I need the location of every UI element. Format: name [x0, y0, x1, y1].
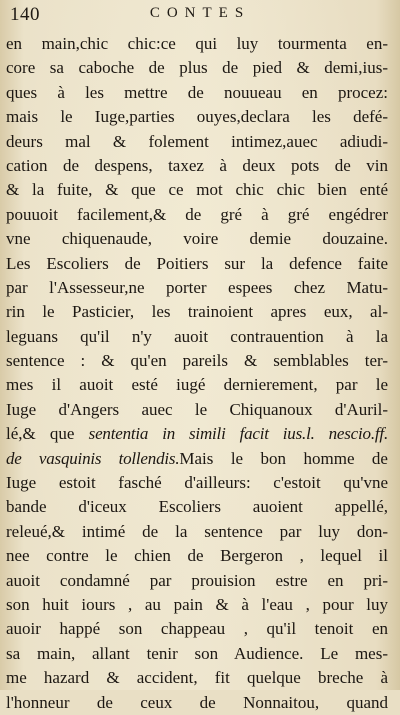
text-line: bande d'iceux Escoliers auoient appellé,: [6, 497, 388, 517]
text-line: pouuoit facilement,& de gré à gré engédrer: [6, 204, 388, 224]
text-line: leguans qu'il n'y auoit contrauention à la: [6, 326, 388, 346]
text-line: vne chiquenaude, voire demie douzaine.: [6, 229, 388, 249]
text-line: auoit condamné par prouision estre en pri-: [6, 570, 388, 590]
text-line: par l'Assesseur,ne porter espees chez Matu-: [6, 277, 388, 297]
page-number: 140: [10, 4, 40, 25]
text-line: ques à les mettre de nouueau en procez:: [6, 82, 388, 102]
text-line: nee contre le chien de Bergeron , lequel il: [6, 546, 388, 566]
text-line: l'honneur de ceux de Nonnaitou, quand: [6, 692, 388, 712]
text-line: mais le Iuge,parties ouyes,declara les defé-: [6, 107, 388, 127]
text-line: releué,& intimé de la sentence par luy don-: [6, 521, 388, 541]
text-line: & la fuite, & que ce mot chic chic bien enté: [6, 180, 388, 200]
text-line: lé,& que sententia in simili facit ius.l. nescio.ff.: [6, 424, 388, 444]
text-line: cation de despens, taxez à deux pots de vin: [6, 155, 388, 175]
page-header: [0, 4, 400, 26]
text-line: Les Escoliers de Poitiers sur la defence faite: [6, 253, 388, 273]
text-line: deurs mal & folement intimez,auec adiudi-: [6, 131, 388, 151]
text-line: de vasquinis tollendis.Mais le bon homme de: [6, 448, 388, 468]
text-line: rin le Pasticier, les trainoient apres eux, al-: [6, 302, 388, 322]
text-line: mes il auoit esté iugé dernierement, par le: [6, 375, 388, 395]
text-line: sa main, allant tenir son Audience. Le mes-: [6, 643, 388, 663]
running-title: CONTES: [149, 5, 251, 21]
text-line: core sa caboche de plus de pied & demi,ius-: [6, 58, 388, 78]
text-line: Iuge d'Angers auec le Chiquanoux d'Auril-: [6, 399, 388, 419]
latin-citation: sententia in simili facit ius.l. nescio.ff.: [88, 424, 388, 444]
text-line: sentence : & qu'en pareils & semblables ter-: [6, 351, 388, 371]
text-line: auoir happé son chappeau , qu'il tenoit en: [6, 619, 388, 639]
text-line: Iuge estoit fasché d'ailleurs: c'estoit qu'vne: [6, 473, 388, 493]
latin-citation: de vasquinis tollendis.: [6, 448, 180, 468]
body-text: [6, 32, 388, 715]
text-line: son huit iours , au pain & à l'eau , pour luy: [6, 594, 388, 614]
text-line: en main,chic chic:ce qui luy tourmenta en-: [6, 34, 388, 53]
text-line: me hazard & accident, fit quelque breche à: [6, 668, 388, 688]
